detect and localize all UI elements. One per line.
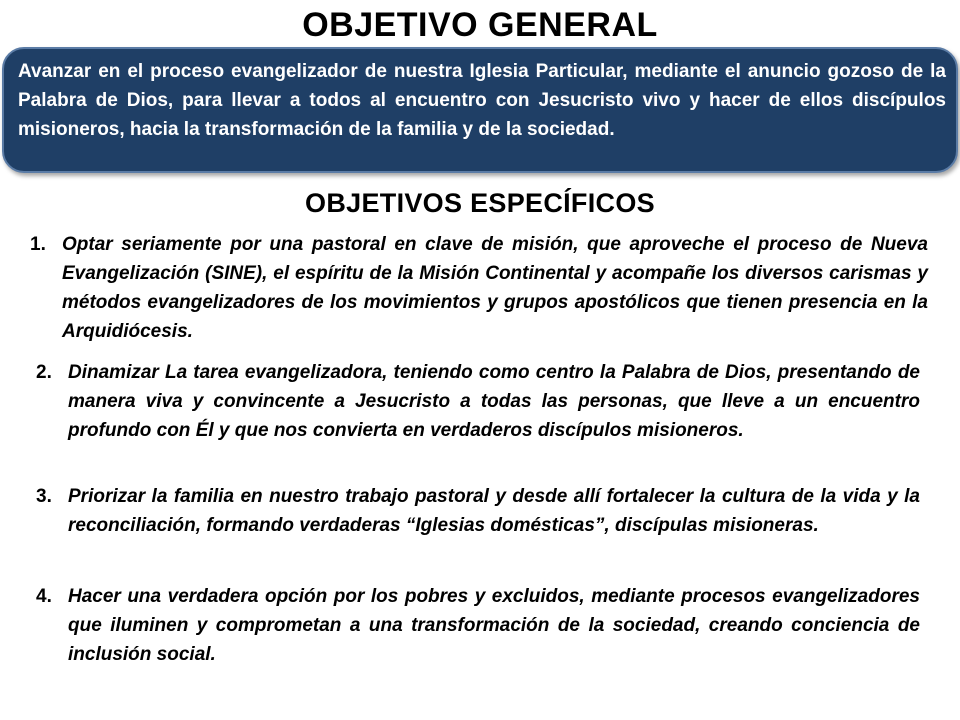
objective-text: Hacer una verdadera opción por los pobres y excluidos, mediante procesos evangelizadores que iluminen y comprometan a una transformación de la sociedad, creando conciencia de inclusión social.	[68, 586, 920, 665]
specific-objective-2	[36, 358, 920, 445]
specific-objectives-title: OBJETIVOS ESPECÍFICOS	[305, 188, 655, 218]
objective-number: 2.	[36, 362, 52, 383]
specific-objective-1	[30, 230, 928, 346]
objective-number: 3.	[36, 486, 52, 507]
objective-text: Priorizar la familia en nuestro trabajo pastoral y desde allí fortalecer la cultura de la vida y la reconciliación, formando verdaderas “Iglesias domésticas”, discípulas misioneras.	[68, 486, 920, 536]
general-objective-box	[2, 47, 958, 173]
objective-number: 1.	[30, 234, 46, 255]
specific-objective-4	[36, 582, 920, 669]
objective-text: Dinamizar La tarea evangelizadora, teniendo como centro la Palabra de Dios, presentando de manera viva y convincente a Jesucristo a todas las personas, que lleve a un encuentro profundo con Él y que nos convierta en verdaderos discípulos misioneros.	[68, 362, 920, 441]
general-objective-title: OBJETIVO GENERAL	[302, 6, 658, 44]
general-objective-text: Avanzar en el proceso evangelizador de nuestra Iglesia Particular, mediante el anuncio gozoso de la Palabra de Dios, para llevar a todos al encuentro con Jesucristo vivo y hacer de ellos discípulos misioneros, hacia la transformación de la familia y de la sociedad.	[18, 61, 946, 140]
specific-objective-3	[36, 482, 920, 540]
objective-text: Optar seriamente por una pastoral en clave de misión, que aproveche el proceso de Nueva Evangelización (SINE), el espíritu de la Misión Continental y acompañe los diversos carismas y métodos evangelizadores de los movimientos y grupos apostólicos que tienen presencia en la Arquidiócesis.	[62, 234, 928, 342]
objective-number: 4.	[36, 586, 52, 607]
